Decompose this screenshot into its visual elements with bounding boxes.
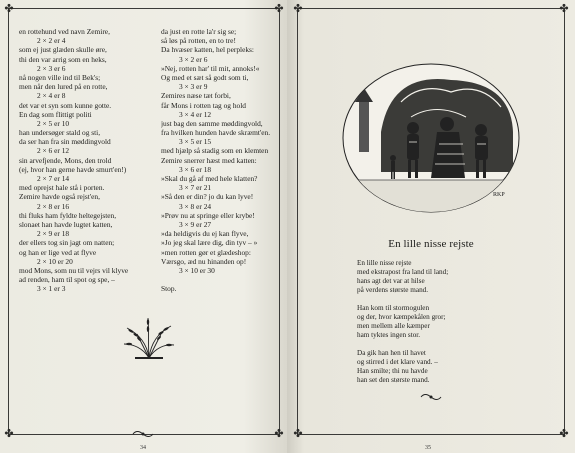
- poem-line: en rottehund ved navn Zemire,: [19, 27, 110, 36]
- poem-line: og han er lige ved at flyve: [19, 247, 97, 257]
- poem-line: men når den lured på en rotte,: [19, 82, 108, 92]
- right-page: [287, 0, 575, 453]
- poem-line: Stop.: [161, 284, 177, 294]
- poem-line: En dag som flittigt politi: [19, 109, 92, 119]
- poem-line: slonaet han havde lugtet katten,: [19, 219, 113, 229]
- poem-line: 3 × 9 er 27: [179, 219, 212, 229]
- poem-line: han undersøger stald og sti,: [19, 128, 101, 138]
- left-page: [0, 0, 287, 453]
- poem-line: Da gik han hen til havet: [357, 349, 426, 357]
- poem-line: Han kom til stormogulen: [357, 304, 430, 312]
- poem-line: Da hvæser katten, hel perpleks:: [161, 45, 254, 55]
- poem-line: just bag den samme møddingvold,: [161, 118, 263, 128]
- poem-line: 2 × 10 er 20: [37, 256, 73, 266]
- poem-line: der ellers tog sin jagt om natten;: [19, 238, 115, 248]
- poem-line: på verdens største mand.: [357, 286, 429, 294]
- poem-line: 3 × 7 er 21: [179, 183, 212, 193]
- poem-line: thi den var arrig som en heks,: [19, 54, 107, 64]
- poem-line: 3 × 2 er 6: [179, 54, 208, 64]
- poem-line: 3 × 4 er 12: [179, 109, 212, 119]
- poem-line: 3 × 6 er 18: [179, 164, 212, 174]
- poem-line: med hjælp så stadig som en klemten: [161, 146, 269, 156]
- poem-line: med oprejst hale stå i porten.: [19, 183, 105, 193]
- corner-ornament-icon: ✤: [559, 428, 569, 440]
- poem-line: med ekstrapost fra land til land;: [357, 268, 449, 276]
- poem-line: 3 × 10 er 30: [179, 265, 215, 275]
- poem-line: mod Mons, som nu til vejrs vil klyve: [19, 265, 129, 275]
- poem-line: (ej, hvor han gerne havde smurt'en!): [19, 164, 127, 174]
- poem-line: fra hvilken hunden havde skræmt'en.: [161, 128, 271, 138]
- poem-line: Han smilte; thi nu havde: [357, 367, 428, 375]
- poem-line: Zemire snerrer hæst med katten:: [161, 155, 257, 165]
- poem-line: En lille nisse rejste: [357, 259, 412, 267]
- poem-line: thi fluks ham fyldte heltegejsten,: [19, 210, 117, 220]
- stanza-gap: [357, 340, 448, 349]
- poem-title: En lille nisse rejste: [388, 238, 474, 250]
- poem-line: Zemire havde også rejst'en,: [19, 192, 100, 202]
- fern-plant-icon: [121, 314, 177, 362]
- poem-line: 2 × 7 er 14: [37, 174, 70, 183]
- poem-line: får Mons i rotten tag og hold: [161, 100, 246, 110]
- poem-stanzas: [357, 259, 448, 385]
- poem-line: 2 × 3 er 6: [37, 63, 66, 73]
- poem-line: 3 × 1 er 3: [37, 284, 66, 294]
- poem-line: 2 × 6 er 12: [37, 146, 70, 156]
- poem-line: 2 × 2 er 4: [37, 36, 66, 46]
- poem-line: da just en rotte la'r sig se;: [161, 27, 237, 36]
- corner-ornament-icon: ✤: [293, 428, 303, 440]
- poem-line: 3 × 3 er 9: [179, 82, 208, 92]
- corner-ornament-icon: ✤: [274, 428, 284, 440]
- poem-line: »Nej, rotten har' til mit, annoks!«: [161, 63, 260, 73]
- corner-ornament-icon: ✤: [559, 3, 569, 15]
- corner-ornament-icon: ✤: [293, 3, 303, 15]
- poem-line: »Så den er din? jo du kan lyve!: [161, 192, 254, 202]
- page-number-right: 35: [425, 445, 431, 451]
- poem-line: hans agt det var at hilse: [357, 277, 425, 285]
- poem-line: 2 × 8 er 16: [37, 201, 70, 211]
- poem-line: 2 × 9 er 18: [37, 229, 70, 239]
- poem-line: som ej just glæden skulle øre,: [19, 45, 107, 55]
- poem-line: Zemires næse tæt forbi,: [161, 91, 231, 101]
- poem-line: da ser han fra sin møddingvold: [19, 137, 111, 147]
- corner-ornament-icon: ✤: [4, 3, 14, 15]
- poem-line: 3 × 8 er 24: [179, 201, 212, 211]
- poem-column-2: [161, 27, 291, 293]
- poem-line: så løs på rotten, en to tre!: [161, 36, 236, 46]
- poem-line: »da heldigvis du ej kan flyve,: [161, 229, 249, 239]
- poem-line: men mellem alle kæmper: [357, 322, 430, 330]
- poem-line: 2 × 4 er 8: [37, 91, 66, 101]
- poem-line: det var et syn som kunne gotte.: [19, 100, 112, 110]
- poem-line: nå nogen ville ind til Bek's;: [19, 72, 101, 82]
- poem-column-1: [19, 27, 151, 293]
- stanza-gap: [357, 295, 448, 304]
- poem-line: »Jo jeg skal lære dig, din tyv – »: [161, 238, 258, 248]
- poem-line: »Prøv nu at springe eller krybe!: [161, 210, 255, 220]
- poem-line: og der, hvor kæmpekålen gror;: [357, 313, 446, 321]
- poem-line: sin arvefjende, Mons, den trold: [19, 155, 112, 165]
- poem-line: »Skal du gå af med hele klatten?: [161, 174, 258, 183]
- page-number-left: 34: [140, 445, 146, 451]
- poem-line: 2 × 5 er 10: [37, 118, 70, 128]
- poem-line: og stirred i det klare vand. –: [357, 358, 438, 366]
- poem-line: Og med et sæt så godt som ti,: [161, 72, 249, 82]
- poem-line: »men rotten gør et glædeshop:: [161, 247, 251, 257]
- illustration-signature: RKP: [493, 192, 505, 198]
- poem-line: ham tyktes ingen stor.: [357, 331, 421, 339]
- poem-line: 3 × 5 er 15: [179, 137, 212, 147]
- poem-line: han set den største mand.: [357, 376, 430, 384]
- corner-ornament-icon: ✤: [4, 428, 14, 440]
- poem-line: ad renden, ham til spot og spe, –: [19, 275, 115, 285]
- circular-illustration: [341, 62, 521, 214]
- poem-line: [161, 275, 291, 284]
- bottom-ornament-icon: [419, 392, 443, 402]
- corner-ornament-icon: ✤: [274, 3, 284, 15]
- left-page-frame: [4, 3, 284, 440]
- poem-line: Værsgo, æd nu hinanden op!: [161, 256, 247, 266]
- bottom-ornament-icon: [131, 429, 155, 439]
